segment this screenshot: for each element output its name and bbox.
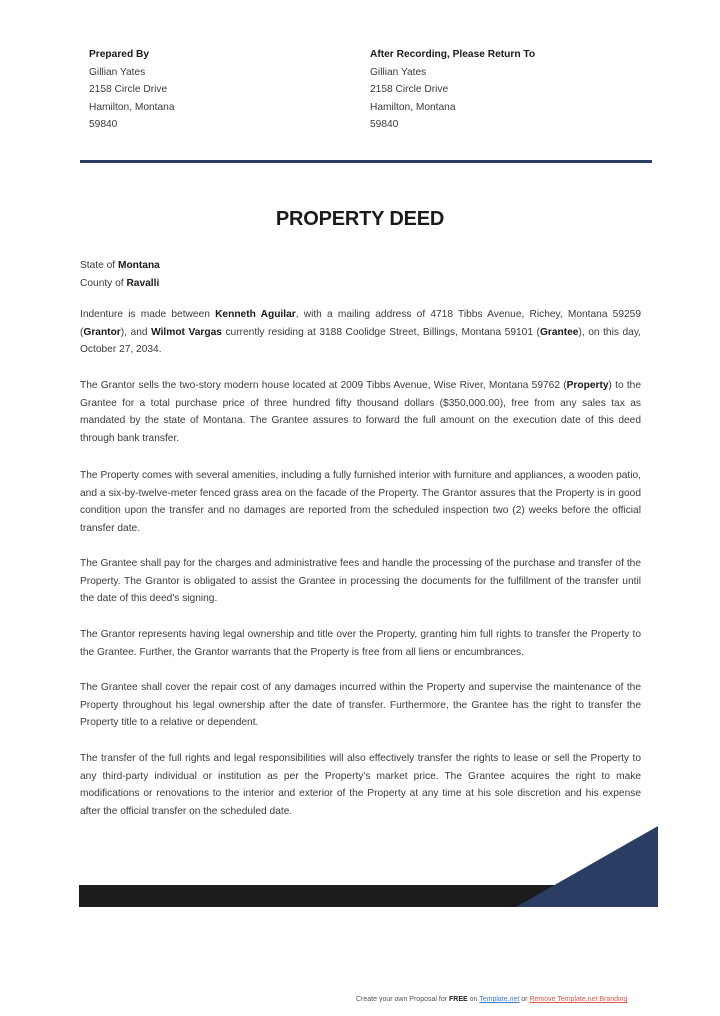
return-to-city: Hamilton, Montana bbox=[370, 101, 456, 113]
footer-or: or bbox=[519, 996, 530, 1003]
p2-text-a: The Grantor sells the two-story modern house located at 2009 Tibbs Avenue, Wise River, Montana 59762 ( bbox=[80, 380, 567, 391]
p1-text-a: Indenture is made between bbox=[80, 309, 216, 320]
grantor-name: Kenneth Aguilar bbox=[215, 309, 296, 320]
return-to-heading: After Recording, Please Return To bbox=[370, 49, 536, 60]
property-label: Property bbox=[566, 380, 609, 391]
paragraph-sale bbox=[80, 377, 641, 447]
return-to-street: 2158 Circle Drive bbox=[370, 84, 449, 95]
p1-text-c: ), and bbox=[120, 326, 152, 338]
paragraph-fees: The Grantee shall pay for the charges and administrative fees and handle the processing of the purchase and transfer of the Property. The Grantor is obligated to assist the Grantee in processing the documents for the fulfillment of the transfer until the date of this deed's signing. bbox=[80, 558, 641, 605]
remove-branding-link[interactable]: Remove Template.net Branding bbox=[529, 996, 628, 1003]
county-label: County of bbox=[80, 277, 124, 289]
prepared-by-heading: Prepared By bbox=[89, 49, 150, 60]
p2-text-b: ) to the Grantee for a total purchase price of three hundred fifty thousand dollars ($350,000.00), free from any sales tax as mandated by the state of Montana. The Grantee assures to forward the full amount on the execution date of this deed through bank transfer. bbox=[80, 380, 641, 444]
prepared-by-zip: 59840 bbox=[89, 119, 118, 130]
branding-footer bbox=[356, 996, 627, 1003]
prepared-by-name: Gillian Yates bbox=[89, 66, 146, 78]
paragraph-ownership: The Grantor represents having legal ownership and title over the Property, granting him full rights to transfer the Property to the Grantee. Further, the Grantor warrants that the Property is free from all liens or encumbrances. bbox=[80, 629, 641, 658]
p1-text-b: , with a mailing address of 4718 Tibbs Avenue, Richey, Montana 59259 ( bbox=[80, 309, 641, 338]
return-to-zip: 59840 bbox=[370, 119, 399, 130]
return-to-name: Gillian Yates bbox=[370, 66, 427, 78]
paragraph-transfer-rights: The transfer of the full rights and legal responsibilities will also effectively transfer the rights to lease or sell the Property to any third-party individual or institution as per the Property's market price. The Grantee acquires the right to make modifications or renovations to the interior and exterior of the Property at any time at his sole discretion and his expense after the official transfer on the scheduled date. bbox=[80, 753, 641, 817]
document-title: PROPERTY DEED bbox=[275, 208, 445, 230]
paragraph-amenities: The Property comes with several amenities, including a fully furnished interior with furniture and appliances, a wooden patio, and a six-by-twelve-meter fenced grass area on the facade of the Property. The Grantor assures that the Property is in good condition upon the transfer and no damages are reported from the scheduled inspection two (2) weeks before the official transfer date. bbox=[80, 470, 641, 534]
header-divider bbox=[80, 160, 652, 163]
paragraph-parties bbox=[80, 306, 641, 359]
grantee-label: Grantee bbox=[539, 326, 579, 338]
grantor-label: Grantor bbox=[83, 326, 121, 338]
footer-on: on bbox=[467, 996, 480, 1003]
state-value: Montana bbox=[117, 260, 160, 271]
county-value: Ravalli bbox=[126, 277, 160, 289]
grantee-name: Wilmot Vargas bbox=[151, 326, 222, 338]
footer-free: FREE bbox=[449, 996, 468, 1003]
prepared-by-street: 2158 Circle Drive bbox=[89, 84, 168, 95]
county-line bbox=[80, 275, 160, 293]
p1-text-e: ), on this day, October 27, 2034. bbox=[80, 326, 641, 356]
return-to-block bbox=[370, 46, 535, 134]
paragraph-repairs: The Grantee shall cover the repair cost of any damages incurred within the Property and supervise the maintenance of the Property throughout his legal ownership after the date of transfer. Furthermore, the Grantee has the right to transfer the Property title to a relative or dependent. bbox=[80, 682, 641, 729]
p1-text-d: currently residing at 3188 Coolidge Street, Billings, Montana 59101 ( bbox=[221, 326, 540, 338]
template-net-link[interactable]: Template.net bbox=[479, 996, 520, 1003]
prepared-by-block bbox=[89, 46, 175, 134]
footer-prefix: Create your own Proposal for bbox=[356, 996, 449, 1003]
footer-decoration bbox=[79, 826, 658, 908]
state-line bbox=[80, 257, 160, 275]
state-label: State of bbox=[80, 260, 116, 271]
jurisdiction-block bbox=[80, 257, 160, 292]
prepared-by-city: Hamilton, Montana bbox=[89, 101, 175, 113]
